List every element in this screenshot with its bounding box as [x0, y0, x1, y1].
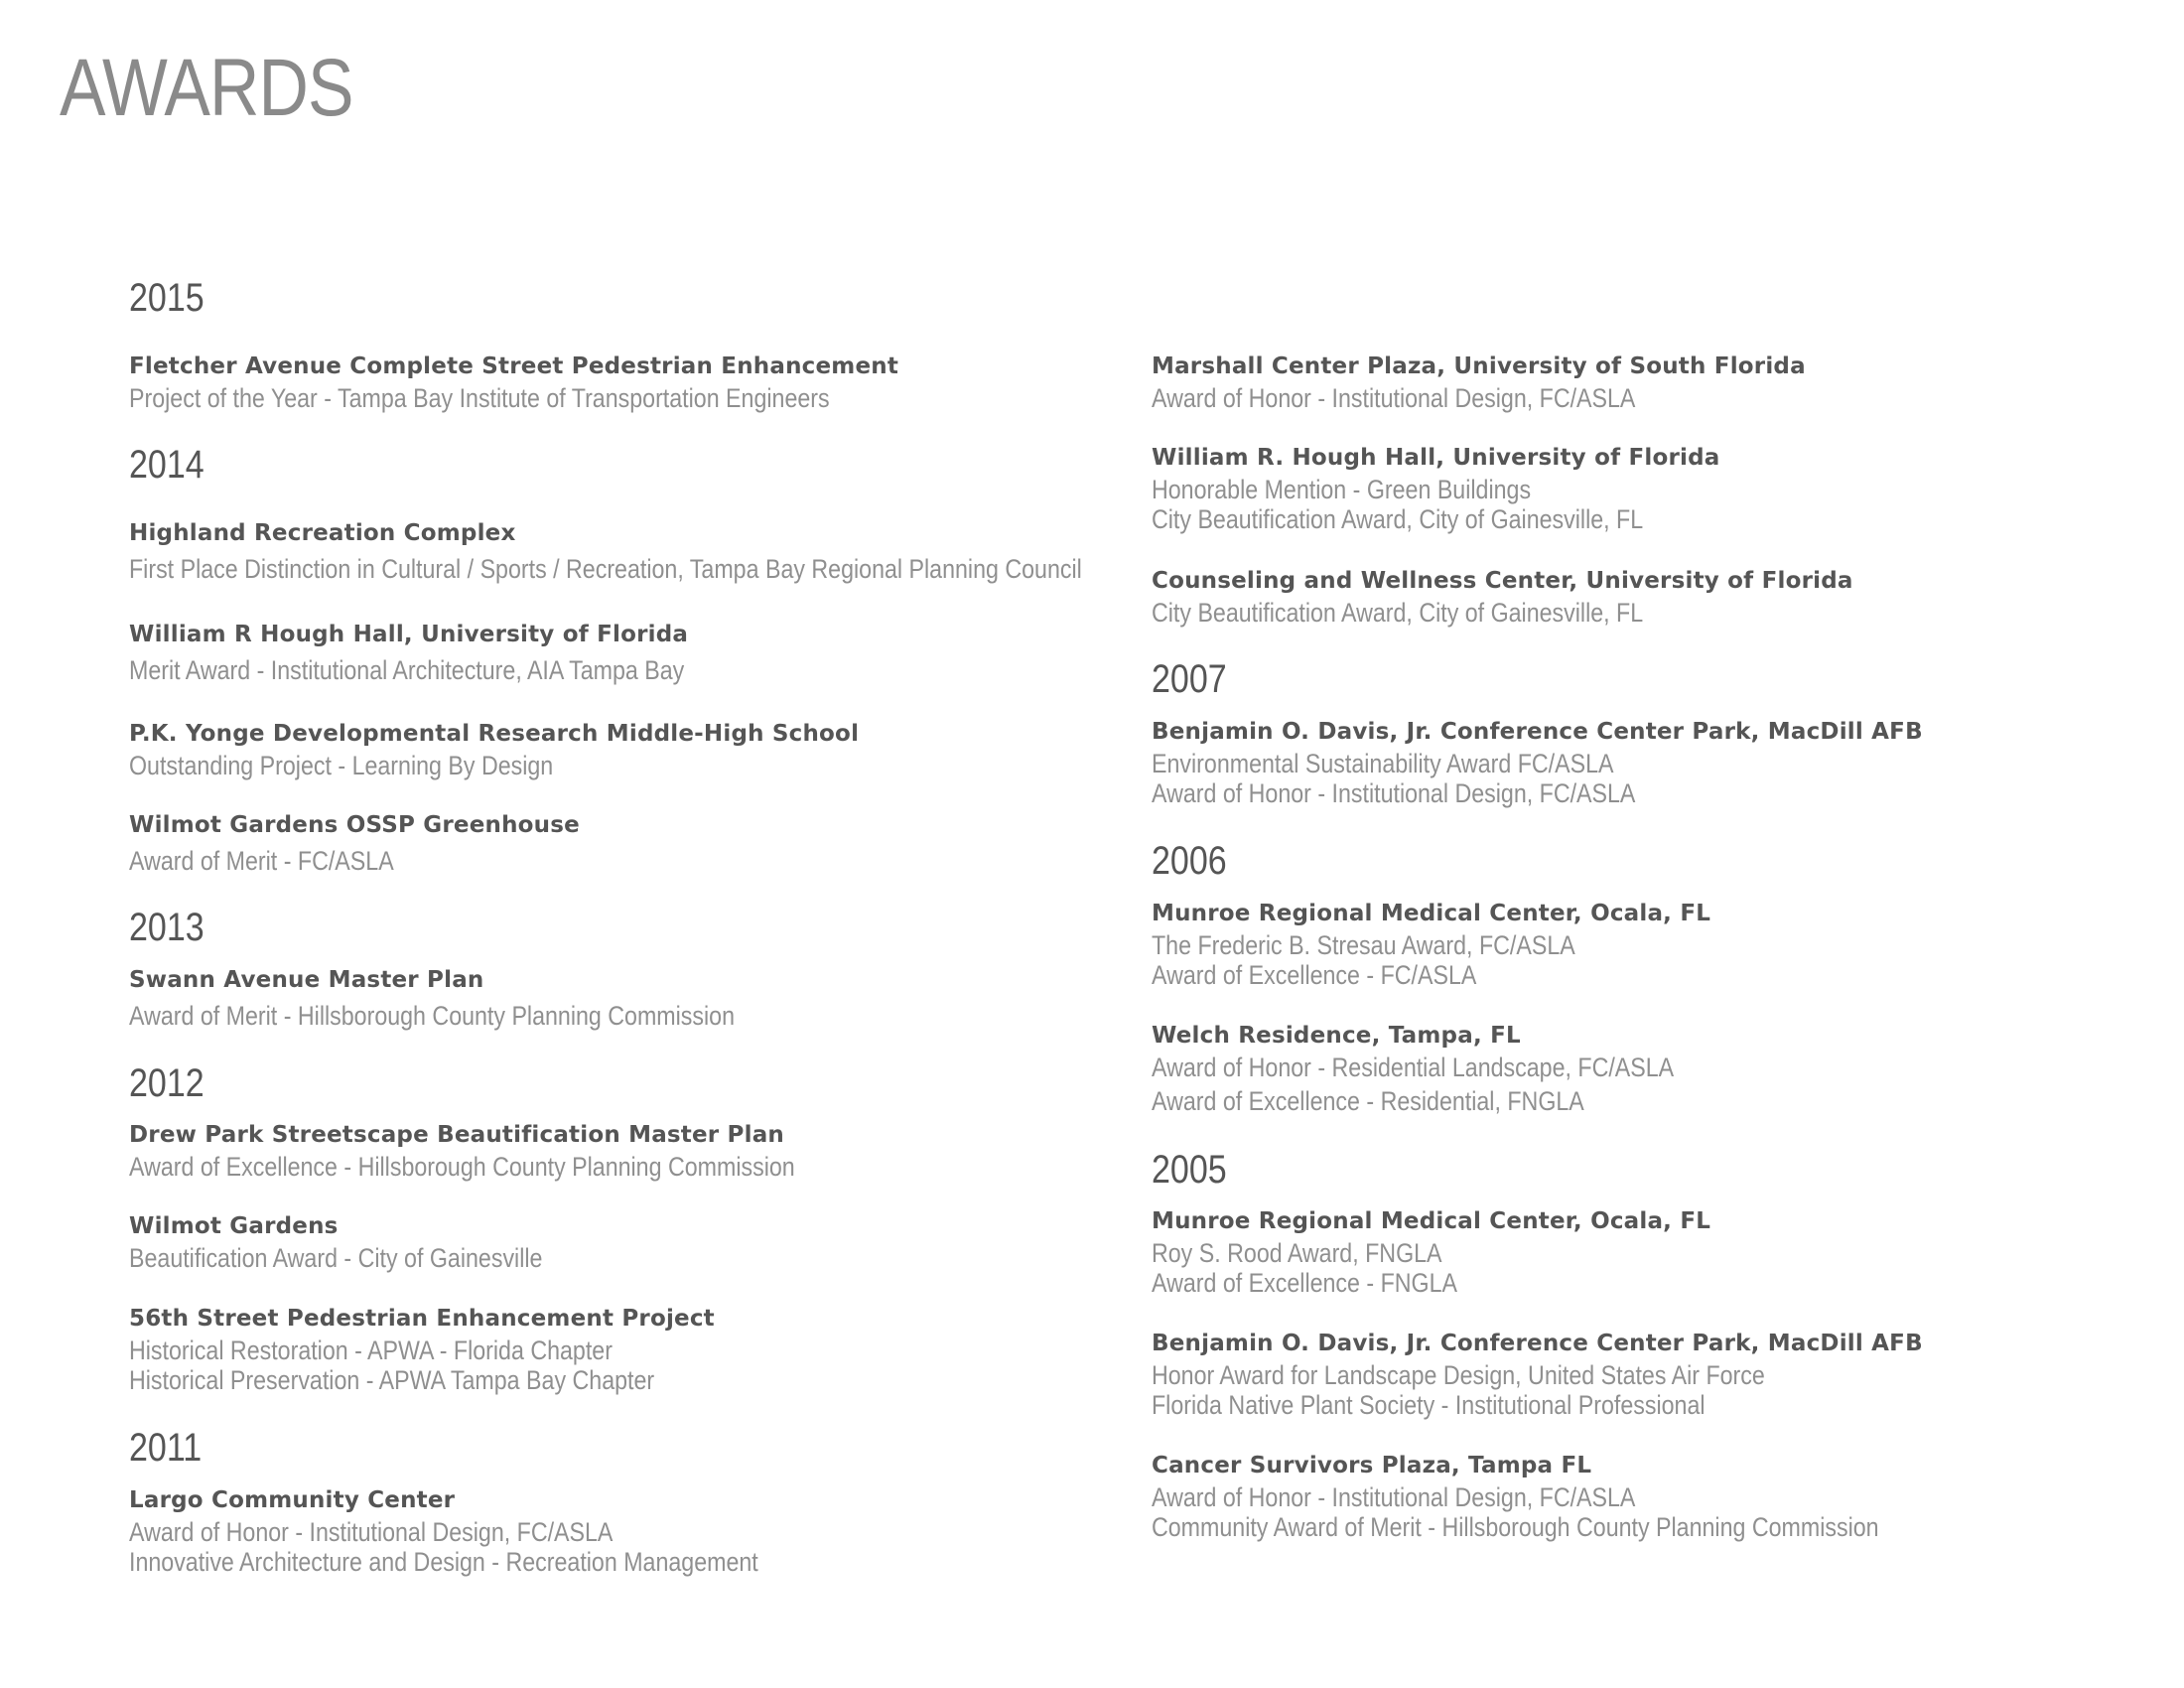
project-name: Highland Recreation Complex	[129, 520, 516, 546]
project-name: Munroe Regional Medical Center, Ocala, FL	[1152, 901, 1711, 926]
award-line: Historical Preservation - APWA Tampa Bay Chapter	[129, 1365, 655, 1395]
project-name: Largo Community Center	[129, 1487, 456, 1513]
project-name: Swann Avenue Master Plan	[129, 967, 484, 993]
year-heading-2011: 2011	[129, 1426, 203, 1470]
award-line: Beautification Award - City of Gainesville	[129, 1243, 543, 1273]
project-name: P.K. Yonge Developmental Research Middle-High School	[129, 721, 860, 747]
project-name: Benjamin O. Davis, Jr. Conference Center Park, MacDill AFB	[1152, 719, 1923, 745]
award-line: Historical Restoration - APWA - Florida Chapter	[129, 1336, 613, 1365]
project-name: Wilmot Gardens	[129, 1213, 339, 1239]
award-line: Award of Honor - Institutional Design, FC/ASLA	[1152, 383, 1636, 413]
year-heading-2012: 2012	[129, 1061, 205, 1105]
project-name: Munroe Regional Medical Center, Ocala, FL	[1152, 1208, 1711, 1234]
award-line: Florida Native Plant Society - Institutional Professional	[1152, 1390, 1706, 1420]
year-heading-2006: 2006	[1152, 839, 1227, 883]
award-line: City Beautification Award, City of Gainesville, FL	[1152, 598, 1644, 628]
award-line: Merit Award - Institutional Architecture, AIA Tampa Bay	[129, 655, 685, 685]
award-line: Award of Honor - Residential Landscape, FC/ASLA	[1152, 1053, 1675, 1082]
year-heading-2013: 2013	[129, 906, 205, 949]
project-name: William R. Hough Hall, University of Florida	[1152, 445, 1720, 471]
project-name: Cancer Survivors Plaza, Tampa FL	[1152, 1453, 1592, 1478]
award-line: The Frederic B. Stresau Award, FC/ASLA	[1152, 930, 1575, 960]
award-line: City Beautification Award, City of Gainesville, FL	[1152, 504, 1644, 534]
award-line: Project of the Year - Tampa Bay Institute of Transportation Engineers	[129, 383, 830, 413]
year-heading-2005: 2005	[1152, 1148, 1227, 1192]
project-name: Fletcher Avenue Complete Street Pedestrian Enhancement	[129, 353, 899, 379]
project-name: Wilmot Gardens OSSP Greenhouse	[129, 812, 580, 838]
award-line: Award of Merit - Hillsborough County Planning Commission	[129, 1001, 736, 1031]
award-line: Roy S. Rood Award, FNGLA	[1152, 1238, 1442, 1268]
award-line: Award of Honor - Institutional Design, FC/ASLA	[129, 1517, 614, 1547]
project-name: Benjamin O. Davis, Jr. Conference Center Park, MacDill AFB	[1152, 1331, 1923, 1356]
award-line: Community Award of Merit - Hillsborough County Planning Commission	[1152, 1512, 1879, 1542]
award-line: Award of Excellence - FNGLA	[1152, 1268, 1458, 1298]
year-heading-2014: 2014	[129, 443, 205, 487]
award-line: First Place Distinction in Cultural / Sports / Recreation, Tampa Bay Regional Planning Council	[129, 554, 1082, 584]
project-name: Welch Residence, Tampa, FL	[1152, 1023, 1521, 1049]
award-line: Award of Merit - FC/ASLA	[129, 846, 394, 876]
award-line: Award of Honor - Institutional Design, FC/ASLA	[1152, 778, 1636, 808]
project-name: William R Hough Hall, University of Florida	[129, 622, 689, 647]
award-line: Award of Excellence - Residential, FNGLA	[1152, 1086, 1584, 1116]
year-heading-2015: 2015	[129, 276, 205, 320]
award-line: Award of Excellence - Hillsborough County Planning Commission	[129, 1152, 795, 1182]
project-name: Marshall Center Plaza, University of South Florida	[1152, 353, 1806, 379]
project-name: Drew Park Streetscape Beautification Master Plan	[129, 1122, 784, 1148]
award-line: Innovative Architecture and Design - Recreation Management	[129, 1547, 758, 1577]
page-title: AWARDS	[60, 43, 353, 133]
award-line: Honor Award for Landscape Design, United States Air Force	[1152, 1360, 1765, 1390]
year-heading-2007: 2007	[1152, 657, 1227, 701]
award-line: Outstanding Project - Learning By Design	[129, 751, 554, 780]
award-line: Honorable Mention - Green Buildings	[1152, 475, 1532, 504]
project-name: Counseling and Wellness Center, University of Florida	[1152, 568, 1853, 594]
award-line: Award of Excellence - FC/ASLA	[1152, 960, 1477, 990]
award-line: Award of Honor - Institutional Design, FC/ASLA	[1152, 1482, 1636, 1512]
award-line: Environmental Sustainability Award FC/ASLA	[1152, 749, 1614, 778]
project-name: 56th Street Pedestrian Enhancement Project	[129, 1306, 715, 1332]
